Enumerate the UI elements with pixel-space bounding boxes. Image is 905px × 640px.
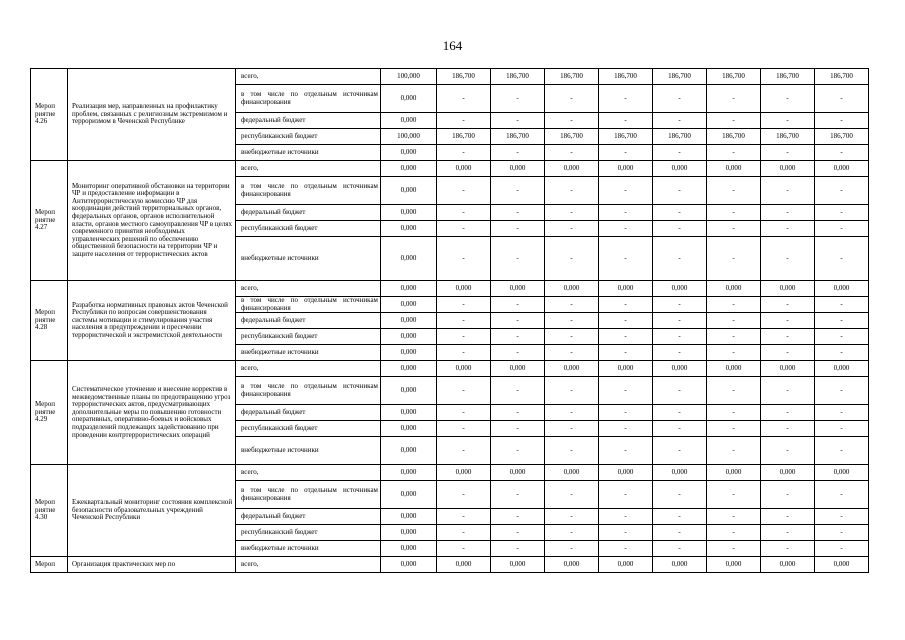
amount-cell: - bbox=[707, 525, 761, 541]
activity-id: Мероп риятие 4.27 bbox=[31, 161, 68, 281]
amount-cell: - bbox=[545, 237, 599, 281]
amount-cell: 186,700 bbox=[437, 69, 491, 85]
amount-cell: - bbox=[761, 177, 815, 205]
amount-cell: 0,000 bbox=[653, 161, 707, 177]
amount-cell: - bbox=[491, 145, 545, 161]
amount-cell: - bbox=[599, 145, 653, 161]
table-row bbox=[31, 557, 869, 573]
amount-cell: - bbox=[545, 481, 599, 509]
page-number: 164 bbox=[442, 38, 463, 53]
amount-cell: - bbox=[437, 345, 491, 361]
amount-cell: - bbox=[599, 221, 653, 237]
amount-cell: 0,000 bbox=[707, 361, 761, 377]
amount-cell: - bbox=[491, 481, 545, 509]
amount-cell: 0,000 bbox=[381, 297, 437, 313]
activity-id: Мероп риятие 4.30 bbox=[31, 465, 68, 557]
amount-cell: 186,700 bbox=[599, 69, 653, 85]
amount-cell: - bbox=[815, 237, 869, 281]
amount-cell: - bbox=[545, 329, 599, 345]
amount-cell: - bbox=[491, 313, 545, 329]
amount-cell: - bbox=[707, 541, 761, 557]
table-row bbox=[31, 161, 869, 177]
amount-cell: 0,000 bbox=[815, 161, 869, 177]
amount-cell: - bbox=[437, 177, 491, 205]
amount-cell: - bbox=[815, 145, 869, 161]
amount-cell: - bbox=[815, 177, 869, 205]
amount-cell: - bbox=[815, 113, 869, 129]
amount-cell: 186,700 bbox=[707, 69, 761, 85]
amount-cell: - bbox=[653, 345, 707, 361]
activity-title: Организация практических мер по bbox=[68, 557, 236, 573]
activity-id: Мероп риятие 4.26 bbox=[31, 69, 68, 161]
amount-cell: - bbox=[761, 237, 815, 281]
amount-cell: 0,000 bbox=[545, 557, 599, 573]
amount-cell: - bbox=[707, 405, 761, 421]
amount-cell: - bbox=[707, 437, 761, 465]
amount-cell: 186,700 bbox=[437, 129, 491, 145]
amount-cell: - bbox=[761, 525, 815, 541]
amount-cell: - bbox=[491, 221, 545, 237]
amount-cell: - bbox=[491, 205, 545, 221]
amount-cell: - bbox=[437, 313, 491, 329]
amount-cell: - bbox=[437, 205, 491, 221]
amount-cell: - bbox=[599, 509, 653, 525]
amount-cell: 186,700 bbox=[815, 129, 869, 145]
amount-cell: - bbox=[545, 205, 599, 221]
funding-source: внебюджетные источники bbox=[236, 437, 381, 465]
amount-cell: 0,000 bbox=[381, 281, 437, 297]
amount-cell: - bbox=[815, 377, 869, 405]
activity-id: Мероп bbox=[31, 557, 68, 573]
amount-cell: - bbox=[437, 509, 491, 525]
amount-cell: - bbox=[437, 113, 491, 129]
amount-cell: - bbox=[437, 481, 491, 509]
amount-cell: - bbox=[653, 313, 707, 329]
amount-cell: 0,000 bbox=[437, 465, 491, 481]
table-row bbox=[31, 361, 869, 377]
amount-cell: 0,000 bbox=[599, 465, 653, 481]
amount-cell: 0,000 bbox=[381, 509, 437, 525]
amount-cell: - bbox=[491, 113, 545, 129]
amount-cell: 0,000 bbox=[761, 361, 815, 377]
amount-cell: - bbox=[815, 509, 869, 525]
amount-cell: 0,000 bbox=[707, 161, 761, 177]
amount-cell: - bbox=[653, 437, 707, 465]
amount-cell: - bbox=[491, 329, 545, 345]
amount-cell: - bbox=[653, 405, 707, 421]
amount-cell: - bbox=[545, 509, 599, 525]
amount-cell: 0,000 bbox=[815, 361, 869, 377]
amount-cell: - bbox=[761, 113, 815, 129]
amount-cell: - bbox=[599, 345, 653, 361]
amount-cell: - bbox=[437, 85, 491, 113]
amount-cell: - bbox=[437, 221, 491, 237]
amount-cell: 0,000 bbox=[491, 557, 545, 573]
amount-cell: 186,700 bbox=[545, 69, 599, 85]
funding-source: республиканский бюджет bbox=[236, 329, 381, 345]
amount-cell: 0,000 bbox=[437, 557, 491, 573]
funding-source: в том числе по отдельным источникам финансирования bbox=[236, 377, 381, 405]
amount-cell: - bbox=[707, 237, 761, 281]
amount-cell: - bbox=[437, 525, 491, 541]
amount-cell: - bbox=[545, 377, 599, 405]
amount-cell: 0,000 bbox=[437, 281, 491, 297]
amount-cell: - bbox=[599, 437, 653, 465]
amount-cell: - bbox=[599, 377, 653, 405]
amount-cell: 0,000 bbox=[491, 465, 545, 481]
amount-cell: - bbox=[599, 525, 653, 541]
funding-source: в том числе по отдельным источникам финансирования bbox=[236, 177, 381, 205]
amount-cell: - bbox=[599, 85, 653, 113]
amount-cell: - bbox=[599, 541, 653, 557]
amount-cell: - bbox=[761, 313, 815, 329]
amount-cell: 0,000 bbox=[381, 541, 437, 557]
amount-cell: - bbox=[815, 205, 869, 221]
funding-source: федеральный бюджет bbox=[236, 113, 381, 129]
amount-cell: 0,000 bbox=[815, 281, 869, 297]
amount-cell: 0,000 bbox=[381, 177, 437, 205]
amount-cell: 186,700 bbox=[653, 129, 707, 145]
amount-cell: 0,000 bbox=[437, 361, 491, 377]
activity-title: Разработка нормативных правовых актов Чеченской Республики по вопросам совершенствования системы мотивации и стимулирования участия населения в предупреждении и пресечении террористической и экстремистской деятельности bbox=[68, 281, 236, 361]
amount-cell: - bbox=[437, 237, 491, 281]
amount-cell: - bbox=[599, 313, 653, 329]
amount-cell: 0,000 bbox=[381, 437, 437, 465]
amount-cell: - bbox=[815, 345, 869, 361]
funding-source: федеральный бюджет bbox=[236, 313, 381, 329]
amount-cell: - bbox=[437, 421, 491, 437]
funding-source: всего, bbox=[236, 281, 381, 297]
funding-source: внебюджетные источники bbox=[236, 237, 381, 281]
amount-cell: 0,000 bbox=[599, 161, 653, 177]
amount-cell: - bbox=[545, 437, 599, 465]
amount-cell: - bbox=[815, 405, 869, 421]
amount-cell: 186,700 bbox=[707, 129, 761, 145]
funding-source: всего, bbox=[236, 161, 381, 177]
amount-cell: - bbox=[815, 541, 869, 557]
amount-cell: - bbox=[491, 541, 545, 557]
amount-cell: - bbox=[707, 205, 761, 221]
amount-cell: - bbox=[491, 437, 545, 465]
amount-cell: 0,000 bbox=[381, 85, 437, 113]
amount-cell: 0,000 bbox=[491, 281, 545, 297]
funding-source: внебюджетные источники bbox=[236, 345, 381, 361]
amount-cell: - bbox=[815, 297, 869, 313]
amount-cell: - bbox=[761, 421, 815, 437]
amount-cell: - bbox=[815, 525, 869, 541]
amount-cell: - bbox=[653, 421, 707, 437]
amount-cell: - bbox=[761, 205, 815, 221]
amount-cell: 0,000 bbox=[761, 557, 815, 573]
amount-cell: 0,000 bbox=[381, 205, 437, 221]
amount-cell: - bbox=[761, 297, 815, 313]
amount-cell: - bbox=[761, 221, 815, 237]
amount-cell: 186,700 bbox=[491, 129, 545, 145]
funding-source: республиканский бюджет bbox=[236, 421, 381, 437]
amount-cell: 0,000 bbox=[437, 161, 491, 177]
amount-cell: - bbox=[545, 405, 599, 421]
amount-cell: - bbox=[545, 85, 599, 113]
amount-cell: - bbox=[707, 145, 761, 161]
amount-cell: - bbox=[707, 377, 761, 405]
amount-cell: - bbox=[599, 481, 653, 509]
funding-source: всего, bbox=[236, 465, 381, 481]
amount-cell: 0,000 bbox=[381, 525, 437, 541]
amount-cell: - bbox=[491, 405, 545, 421]
table-row bbox=[31, 465, 869, 481]
amount-cell: - bbox=[491, 345, 545, 361]
amount-cell: - bbox=[815, 85, 869, 113]
funding-source: республиканский бюджет bbox=[236, 129, 381, 145]
amount-cell: - bbox=[599, 205, 653, 221]
amount-cell: 186,700 bbox=[815, 69, 869, 85]
amount-cell: - bbox=[761, 345, 815, 361]
amount-cell: - bbox=[491, 377, 545, 405]
amount-cell: - bbox=[545, 221, 599, 237]
amount-cell: 0,000 bbox=[545, 161, 599, 177]
amount-cell: 0,000 bbox=[381, 313, 437, 329]
amount-cell: 0,000 bbox=[381, 237, 437, 281]
amount-cell: 0,000 bbox=[491, 361, 545, 377]
amount-cell: 0,000 bbox=[545, 281, 599, 297]
amount-cell: - bbox=[545, 145, 599, 161]
amount-cell: - bbox=[599, 113, 653, 129]
amount-cell: 0,000 bbox=[381, 557, 437, 573]
funding-source: внебюджетные источники bbox=[236, 541, 381, 557]
amount-cell: - bbox=[545, 541, 599, 557]
funding-source: всего, bbox=[236, 361, 381, 377]
amount-cell: - bbox=[653, 509, 707, 525]
amount-cell: 0,000 bbox=[707, 465, 761, 481]
amount-cell: 0,000 bbox=[653, 465, 707, 481]
amount-cell: - bbox=[599, 421, 653, 437]
amount-cell: - bbox=[491, 525, 545, 541]
funding-source: всего, bbox=[236, 557, 381, 573]
amount-cell: - bbox=[653, 541, 707, 557]
amount-cell: 0,000 bbox=[381, 161, 437, 177]
amount-cell: 0,000 bbox=[381, 377, 437, 405]
amount-cell: - bbox=[761, 541, 815, 557]
amount-cell: - bbox=[545, 525, 599, 541]
amount-cell: 0,000 bbox=[381, 113, 437, 129]
amount-cell: - bbox=[599, 177, 653, 205]
amount-cell: - bbox=[653, 221, 707, 237]
funding-source: республиканский бюджет bbox=[236, 525, 381, 541]
funding-source: федеральный бюджет bbox=[236, 205, 381, 221]
amount-cell: - bbox=[815, 221, 869, 237]
activity-id: Мероп риятие 4.29 bbox=[31, 361, 68, 465]
amount-cell: - bbox=[707, 329, 761, 345]
amount-cell: 0,000 bbox=[381, 481, 437, 509]
funding-source: внебюджетные источники bbox=[236, 145, 381, 161]
amount-cell: - bbox=[437, 405, 491, 421]
amount-cell: - bbox=[437, 145, 491, 161]
amount-cell: - bbox=[707, 345, 761, 361]
amount-cell: - bbox=[491, 421, 545, 437]
amount-cell: - bbox=[761, 329, 815, 345]
amount-cell: - bbox=[815, 329, 869, 345]
funding-source: республиканский бюджет bbox=[236, 221, 381, 237]
amount-cell: 0,000 bbox=[815, 465, 869, 481]
amount-cell: 0,000 bbox=[653, 361, 707, 377]
activity-title: Ежеквартальный мониторинг состояния комплексной безопасности образовательных учреждений Чеченской Республики bbox=[68, 465, 236, 557]
amount-cell: - bbox=[599, 329, 653, 345]
amount-cell: - bbox=[545, 345, 599, 361]
amount-cell: - bbox=[707, 313, 761, 329]
funding-source: всего, bbox=[236, 69, 381, 85]
funding-source: федеральный бюджет bbox=[236, 405, 381, 421]
amount-cell: - bbox=[761, 85, 815, 113]
amount-cell: 0,000 bbox=[381, 221, 437, 237]
amount-cell: - bbox=[545, 297, 599, 313]
amount-cell: - bbox=[815, 313, 869, 329]
amount-cell: 0,000 bbox=[761, 281, 815, 297]
amount-cell: - bbox=[599, 405, 653, 421]
amount-cell: - bbox=[545, 177, 599, 205]
amount-cell: 100,000 bbox=[381, 69, 437, 85]
amount-cell: 0,000 bbox=[381, 329, 437, 345]
amount-cell: 0,000 bbox=[381, 345, 437, 361]
amount-cell: 0,000 bbox=[381, 405, 437, 421]
amount-cell: - bbox=[653, 525, 707, 541]
amount-cell: 186,700 bbox=[761, 69, 815, 85]
amount-cell: 0,000 bbox=[381, 145, 437, 161]
amount-cell: - bbox=[437, 437, 491, 465]
amount-cell: 0,000 bbox=[381, 361, 437, 377]
amount-cell: 0,000 bbox=[599, 281, 653, 297]
amount-cell: - bbox=[707, 297, 761, 313]
amount-cell: - bbox=[437, 377, 491, 405]
activity-title: Систематическое уточнение и внесение корректив в межведомственные планы по предотвращению угроз террористических актов, предусматривающих дополнительные меры по повышению готовности оперативных, оперативно-боевых и войсковых подразделений подлежащих задействованию при проведении контртеррористических операций bbox=[68, 361, 236, 465]
amount-cell: - bbox=[653, 145, 707, 161]
amount-cell: - bbox=[653, 177, 707, 205]
amount-cell: - bbox=[491, 85, 545, 113]
amount-cell: 186,700 bbox=[761, 129, 815, 145]
amount-cell: - bbox=[653, 377, 707, 405]
amount-cell: - bbox=[761, 405, 815, 421]
amount-cell: 186,700 bbox=[545, 129, 599, 145]
amount-cell: - bbox=[653, 113, 707, 129]
table-row bbox=[31, 69, 869, 85]
amount-cell: - bbox=[707, 177, 761, 205]
table-row bbox=[31, 281, 869, 297]
amount-cell: 0,000 bbox=[815, 557, 869, 573]
amount-cell: - bbox=[707, 481, 761, 509]
amount-cell: - bbox=[599, 237, 653, 281]
amount-cell: - bbox=[761, 437, 815, 465]
amount-cell: - bbox=[707, 85, 761, 113]
amount-cell: - bbox=[707, 509, 761, 525]
amount-cell: 0,000 bbox=[761, 161, 815, 177]
amount-cell: - bbox=[815, 437, 869, 465]
amount-cell: - bbox=[653, 297, 707, 313]
amount-cell: - bbox=[545, 313, 599, 329]
amount-cell: - bbox=[653, 481, 707, 509]
amount-cell: - bbox=[815, 481, 869, 509]
amount-cell: - bbox=[707, 221, 761, 237]
funding-source: в том числе по отдельным источникам финансирования bbox=[236, 297, 381, 313]
activity-title: Мониторинг оперативной обстановки на территории ЧР и предоставление информации в Антитеррористическую комиссию ЧР для координации действий территориальных органов, федеральных органов, органов исполнительной власти, органов местного самоуправления ЧР в целях современного принятия необходимых управленческих решений по обеспечению общественной безопасности на территории ЧР и защите населения от террористических актов bbox=[68, 161, 236, 281]
amount-cell: - bbox=[653, 205, 707, 221]
amount-cell: - bbox=[545, 113, 599, 129]
activity-id: Мероп риятие 4.28 bbox=[31, 281, 68, 361]
amount-cell: 0,000 bbox=[545, 361, 599, 377]
amount-cell: - bbox=[761, 377, 815, 405]
amount-cell: 0,000 bbox=[491, 161, 545, 177]
funding-source: в том числе по отдельным источникам финансирования bbox=[236, 481, 381, 509]
funding-source: федеральный бюджет bbox=[236, 509, 381, 525]
activity-title: Реализация мер, направленных на профилактику проблем, связанных с религиозным экстремизмом и терроризмом в Чеченской Республике bbox=[68, 69, 236, 161]
amount-cell: - bbox=[599, 297, 653, 313]
amount-cell: - bbox=[491, 237, 545, 281]
amount-cell: - bbox=[653, 85, 707, 113]
budget-table bbox=[30, 68, 869, 573]
amount-cell: - bbox=[437, 329, 491, 345]
funding-source: в том числе по отдельным источникам финансирования bbox=[236, 85, 381, 113]
amount-cell: - bbox=[491, 297, 545, 313]
amount-cell: 186,700 bbox=[653, 69, 707, 85]
amount-cell: - bbox=[761, 145, 815, 161]
amount-cell: - bbox=[437, 297, 491, 313]
amount-cell: 0,000 bbox=[381, 465, 437, 481]
amount-cell: 0,000 bbox=[653, 557, 707, 573]
amount-cell: - bbox=[815, 421, 869, 437]
amount-cell: - bbox=[437, 541, 491, 557]
amount-cell: - bbox=[491, 177, 545, 205]
amount-cell: 0,000 bbox=[599, 557, 653, 573]
amount-cell: 0,000 bbox=[761, 465, 815, 481]
amount-cell: 186,700 bbox=[599, 129, 653, 145]
amount-cell: 0,000 bbox=[707, 281, 761, 297]
amount-cell: - bbox=[761, 509, 815, 525]
amount-cell: - bbox=[761, 481, 815, 509]
amount-cell: 0,000 bbox=[707, 557, 761, 573]
amount-cell: - bbox=[653, 329, 707, 345]
amount-cell: 0,000 bbox=[653, 281, 707, 297]
amount-cell: - bbox=[491, 509, 545, 525]
amount-cell: - bbox=[707, 421, 761, 437]
amount-cell: 0,000 bbox=[599, 361, 653, 377]
amount-cell: 0,000 bbox=[381, 421, 437, 437]
amount-cell: - bbox=[707, 113, 761, 129]
amount-cell: 186,700 bbox=[491, 69, 545, 85]
amount-cell: - bbox=[545, 421, 599, 437]
amount-cell: 100,000 bbox=[381, 129, 437, 145]
amount-cell: - bbox=[653, 237, 707, 281]
amount-cell: 0,000 bbox=[545, 465, 599, 481]
